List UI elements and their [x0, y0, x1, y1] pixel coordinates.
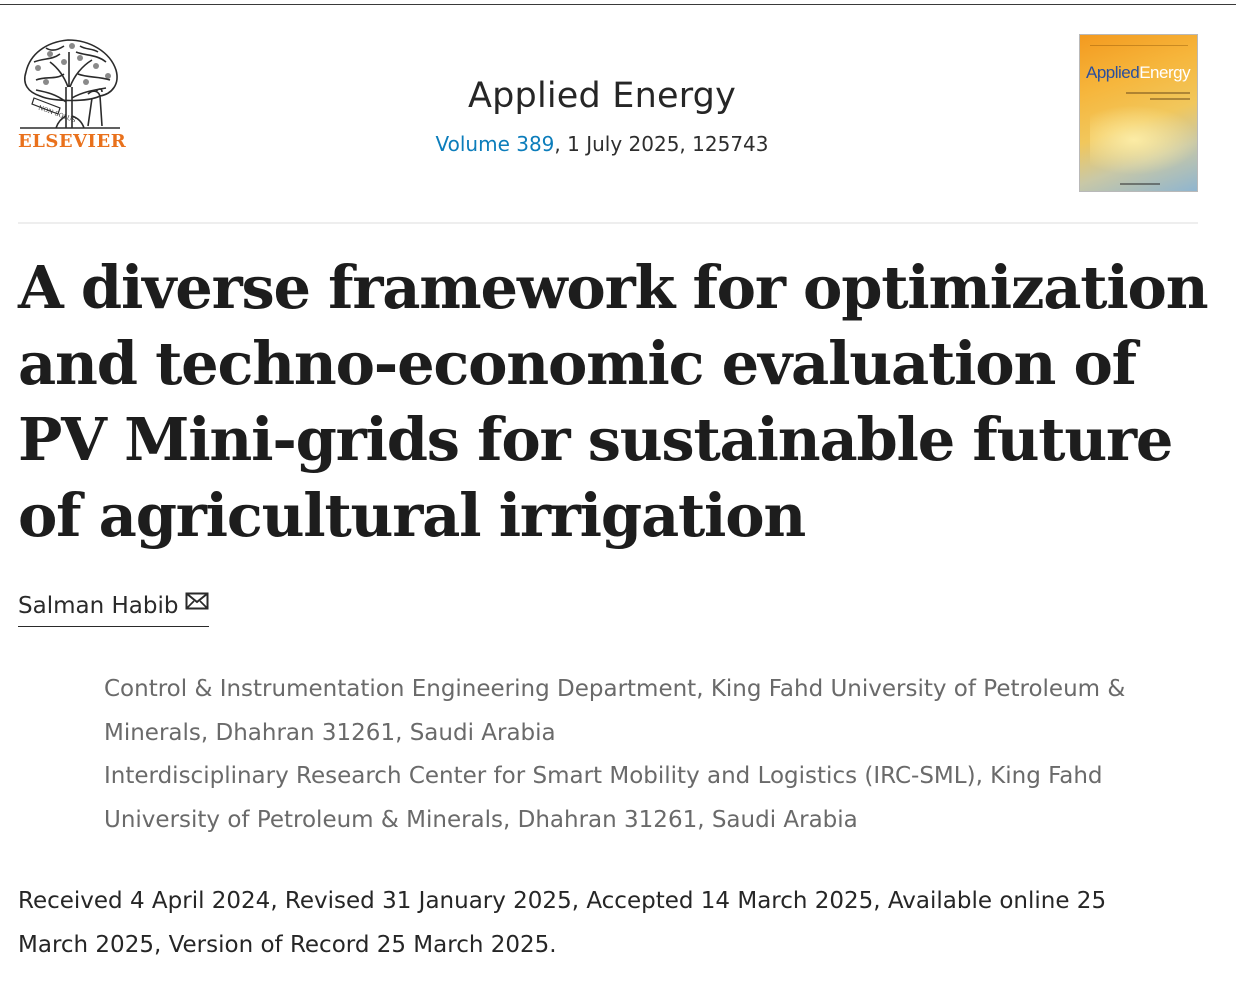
- issue-details: , 1 July 2025, 125743: [554, 132, 769, 156]
- header-divider: [18, 222, 1198, 224]
- affiliation-item: Control & Instrumentation Engineering Department, King Fahd University of Petroleum & Minerals, Dhahran 31261, Saudi Arabia: [104, 676, 1126, 746]
- cover-publisher-line: [1120, 183, 1160, 185]
- cover-top-rule: [1090, 40, 1188, 46]
- journal-title-link[interactable]: Applied Energy: [467, 76, 737, 116]
- cover-title-part1: Applied: [1086, 63, 1140, 82]
- volume-link[interactable]: Volume 389: [435, 132, 555, 156]
- elsevier-tree-logo: [16, 32, 124, 132]
- elsevier-wordmark: ELSEVIER: [18, 131, 127, 152]
- affiliation-item: Interdisciplinary Research Center for Smart Mobility and Logistics (IRC-SML), King Fahd University of Petroleum & Minerals, Dhahran 31261, Saudi Arabia: [104, 763, 1103, 833]
- journal-cover-thumbnail[interactable]: [1079, 34, 1198, 192]
- mail-icon: [185, 592, 209, 612]
- cover-glow: [1090, 105, 1198, 175]
- cover-editors-line: [1126, 92, 1190, 94]
- article-title: A diverse framework for optimization and techno-economic evaluation of PV Mini-grids for sustainable future of agricultural irrigation: [18, 253, 1208, 550]
- cover-title: [1086, 63, 1196, 83]
- top-divider: [0, 4, 1236, 5]
- cover-title-part2: Energy: [1139, 63, 1191, 82]
- logo-banner-text: NON SOLUS: [37, 104, 77, 125]
- article-history: Received 4 April 2024, Revised 31 January 2025, Accepted 14 March 2025, Available online 25 March 2025, Version of Record 25 March 2025.: [18, 888, 1107, 958]
- author-link[interactable]: [18, 589, 209, 627]
- journal-issue-info: [400, 132, 804, 156]
- affiliations: [104, 668, 1204, 842]
- cover-editors-line-2: [1150, 98, 1190, 100]
- author-name: Salman Habib: [18, 593, 179, 619]
